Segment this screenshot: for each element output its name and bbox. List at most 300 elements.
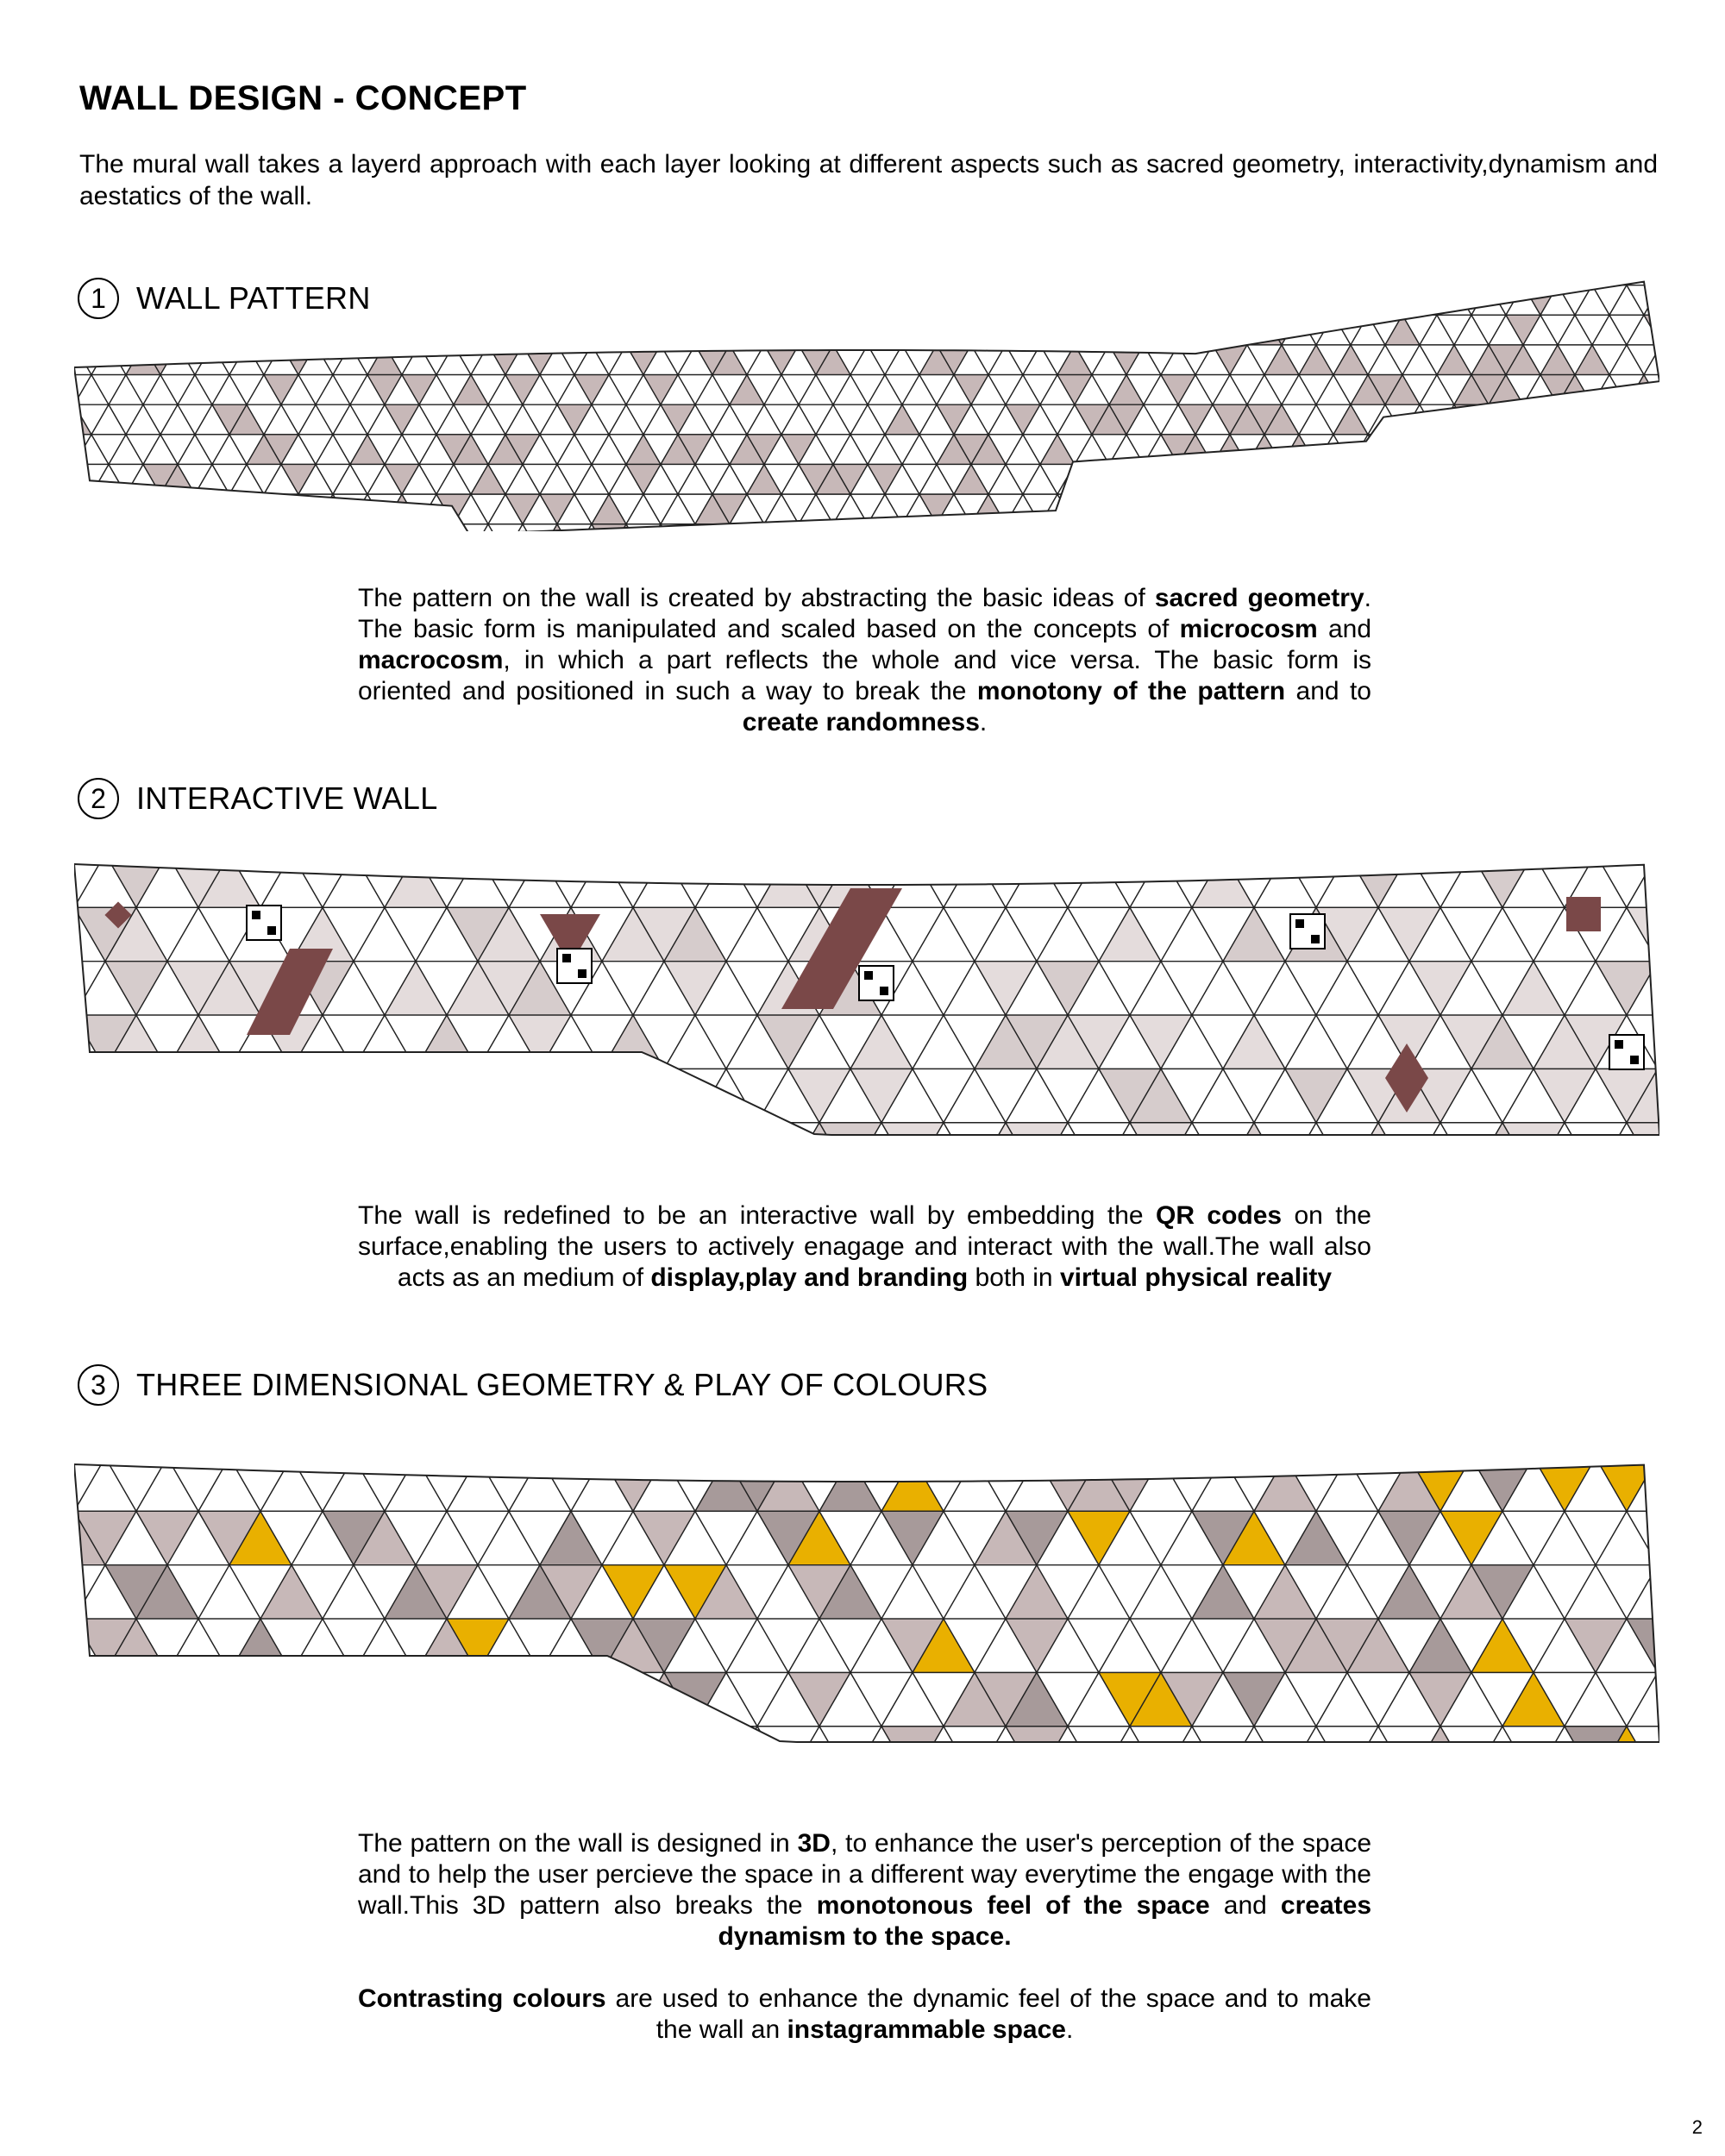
qr-code-icon xyxy=(578,969,586,978)
tile xyxy=(198,1069,260,1122)
tile xyxy=(726,1123,788,1147)
tile xyxy=(1161,494,1195,524)
tile xyxy=(126,285,160,316)
tile xyxy=(160,494,195,524)
tile xyxy=(1368,464,1402,494)
tile xyxy=(1316,464,1351,494)
tile xyxy=(1658,1565,1659,1619)
intro-text: The mural wall takes a layerd approach with each layer looking at different aspects such as sacred geometry, interactivity,dynamism and aestatics of the wall. xyxy=(79,150,1658,210)
tile xyxy=(91,255,126,285)
tile xyxy=(557,255,592,285)
tile xyxy=(1333,524,1368,531)
tile xyxy=(1040,524,1075,531)
tile xyxy=(109,315,143,345)
tile xyxy=(419,315,454,345)
tile xyxy=(126,345,160,375)
tile xyxy=(868,255,902,285)
tile xyxy=(902,255,937,285)
tile xyxy=(1247,524,1282,531)
tile xyxy=(316,524,350,531)
tile xyxy=(1471,435,1506,465)
tile xyxy=(350,524,385,531)
tile xyxy=(1213,255,1247,285)
tile xyxy=(416,1727,478,1751)
tile xyxy=(1644,494,1659,524)
tile xyxy=(661,255,695,285)
tile xyxy=(1592,404,1627,435)
tile xyxy=(229,1672,292,1726)
tile xyxy=(592,255,626,285)
tile xyxy=(1454,435,1489,465)
tile xyxy=(747,255,781,285)
tile xyxy=(1006,255,1040,285)
tile xyxy=(1658,1511,1659,1564)
tile xyxy=(757,1123,819,1147)
tile xyxy=(471,255,505,285)
tile xyxy=(1523,404,1558,435)
tile xyxy=(712,315,747,345)
tile xyxy=(281,285,316,316)
tile xyxy=(229,1727,292,1751)
tile xyxy=(1023,285,1057,316)
tile xyxy=(1144,315,1178,345)
tile xyxy=(1075,285,1109,316)
tile xyxy=(416,1672,478,1726)
tile xyxy=(1109,494,1144,524)
tile xyxy=(833,315,868,345)
tile xyxy=(354,1069,416,1122)
text-run: and to xyxy=(1285,677,1371,705)
highlighted-phrase: monotony of the pattern xyxy=(976,677,1286,705)
tile xyxy=(1506,464,1540,494)
tile xyxy=(1264,285,1299,316)
tile xyxy=(316,255,350,285)
tile xyxy=(509,1672,571,1726)
tile xyxy=(816,285,850,316)
tile xyxy=(178,524,212,531)
tile xyxy=(471,315,505,345)
tile xyxy=(1506,435,1540,465)
tile xyxy=(1075,524,1109,531)
tile xyxy=(571,854,633,907)
tile xyxy=(198,1123,260,1147)
tile xyxy=(730,315,764,345)
tile xyxy=(1126,285,1161,316)
tile xyxy=(1299,494,1333,524)
tile xyxy=(333,524,367,531)
tile xyxy=(781,285,816,316)
tile xyxy=(885,255,919,285)
tile xyxy=(247,524,281,531)
highlighted-phrase: instagrammable space xyxy=(787,2015,1066,2044)
tile xyxy=(661,315,695,345)
tile xyxy=(1385,435,1420,465)
tile xyxy=(126,255,160,285)
tile xyxy=(1368,435,1402,465)
tile xyxy=(229,345,264,375)
tile xyxy=(1565,1727,1627,1751)
tile xyxy=(799,285,833,316)
tile xyxy=(1092,255,1126,285)
tile xyxy=(1627,404,1659,435)
tile xyxy=(1299,435,1333,465)
tile xyxy=(695,1727,757,1751)
tile xyxy=(1644,524,1659,531)
tile xyxy=(1540,494,1575,524)
tile xyxy=(747,285,781,316)
tile xyxy=(229,1123,292,1147)
tile xyxy=(1658,1619,1659,1672)
tile xyxy=(385,285,419,316)
tile xyxy=(1644,255,1659,285)
tile xyxy=(695,285,730,316)
tile xyxy=(126,524,160,531)
tile xyxy=(1178,285,1213,316)
tile xyxy=(316,315,350,345)
tile xyxy=(323,1069,385,1122)
tile xyxy=(402,524,436,531)
tile xyxy=(471,285,505,316)
tile xyxy=(540,1123,602,1147)
tile xyxy=(819,1727,881,1751)
tile xyxy=(1130,1727,1192,1751)
tile xyxy=(1230,494,1264,524)
tile xyxy=(540,255,574,285)
tile xyxy=(944,854,1006,907)
tile xyxy=(1644,404,1659,435)
tile xyxy=(633,1727,695,1751)
tile xyxy=(367,524,402,531)
tile xyxy=(609,315,643,345)
tile xyxy=(540,285,574,316)
highlighted-phrase: macrocosm xyxy=(358,646,504,674)
tile xyxy=(1385,285,1420,316)
triangle-grid xyxy=(74,255,1659,531)
tile xyxy=(126,315,160,345)
tile xyxy=(937,285,971,316)
tile xyxy=(1351,524,1385,531)
tile xyxy=(74,1123,136,1147)
tile xyxy=(1658,962,1659,1015)
tile xyxy=(757,1727,819,1751)
section-number-badge: 2 xyxy=(78,778,119,819)
tile xyxy=(602,1069,664,1122)
tile xyxy=(1178,315,1213,345)
tile xyxy=(74,255,109,285)
tile xyxy=(454,255,488,285)
tile xyxy=(919,315,954,345)
tile xyxy=(385,255,419,285)
tile xyxy=(1230,315,1264,345)
tile xyxy=(354,1727,416,1751)
tile xyxy=(1523,524,1558,531)
tile xyxy=(1506,494,1540,524)
tile xyxy=(1609,435,1644,465)
tile xyxy=(1092,494,1126,524)
tile xyxy=(1351,255,1385,285)
tile xyxy=(954,524,988,531)
tile xyxy=(1420,494,1454,524)
tile xyxy=(264,315,298,345)
tile xyxy=(74,1727,136,1751)
tile xyxy=(1489,524,1523,531)
qr-code-icon xyxy=(1630,1056,1639,1064)
tile xyxy=(367,315,402,345)
tile xyxy=(74,1727,105,1751)
qr-code-icon xyxy=(562,954,571,962)
tile xyxy=(281,315,316,345)
tile xyxy=(557,315,592,345)
tile xyxy=(1592,464,1627,494)
tile xyxy=(1195,494,1230,524)
tile xyxy=(868,315,902,345)
tile xyxy=(1213,494,1247,524)
tile xyxy=(178,494,212,524)
tile xyxy=(323,1123,385,1147)
tile xyxy=(609,285,643,316)
tile xyxy=(781,255,816,285)
tile xyxy=(488,285,523,316)
tile xyxy=(260,1727,323,1751)
tile xyxy=(757,854,819,907)
tile xyxy=(505,315,540,345)
tile xyxy=(1247,464,1282,494)
tile xyxy=(1540,524,1575,531)
tile xyxy=(1609,255,1644,285)
section-header-3d-geometry xyxy=(78,1364,988,1406)
tile xyxy=(74,494,91,524)
tile xyxy=(74,1069,136,1122)
text-run: and xyxy=(1317,615,1371,643)
tile xyxy=(509,1123,571,1147)
tile xyxy=(1558,435,1592,465)
tile xyxy=(178,255,212,285)
tile xyxy=(333,315,367,345)
qr-code-icon xyxy=(864,971,873,980)
tile xyxy=(298,285,333,316)
tile xyxy=(419,524,454,531)
tile xyxy=(160,255,195,285)
tile xyxy=(1161,524,1195,531)
tile xyxy=(1109,315,1144,345)
tile xyxy=(1333,494,1368,524)
tile xyxy=(781,524,816,531)
tile xyxy=(1440,1727,1502,1751)
tile xyxy=(747,315,781,345)
tile xyxy=(633,854,695,907)
text-run: The wall is redefined to be an interactive wall by embedding the xyxy=(358,1201,1156,1230)
tile xyxy=(436,285,471,316)
tile xyxy=(1575,464,1609,494)
tile xyxy=(74,524,91,531)
tile xyxy=(799,315,833,345)
tile xyxy=(488,315,523,345)
tile xyxy=(971,255,1006,285)
tile xyxy=(626,315,661,345)
tile xyxy=(1057,315,1092,345)
tile xyxy=(1489,255,1523,285)
tile xyxy=(1523,435,1558,465)
tile xyxy=(367,255,402,285)
tile xyxy=(1092,315,1126,345)
tile xyxy=(1437,494,1471,524)
tile xyxy=(678,285,712,316)
tile xyxy=(1592,255,1627,285)
tile xyxy=(505,285,540,316)
tile xyxy=(1558,404,1592,435)
tile xyxy=(160,345,195,375)
tile xyxy=(730,524,764,531)
text-run: , to enhance the user's perception of the space and to help the user percieve the space in a different way everytime the engage with the wall.This 3D pattern also breaks the xyxy=(358,1829,1372,1920)
tile xyxy=(764,524,799,531)
tile xyxy=(816,315,850,345)
tile xyxy=(1282,285,1316,316)
tile xyxy=(678,255,712,285)
tile xyxy=(1368,524,1402,531)
tile xyxy=(1213,315,1247,345)
tile xyxy=(1023,315,1057,345)
tile xyxy=(1264,494,1299,524)
tile xyxy=(74,1069,105,1122)
tile xyxy=(850,285,885,316)
tile xyxy=(1437,524,1471,531)
tile xyxy=(1523,255,1558,285)
tile xyxy=(816,255,850,285)
tile xyxy=(833,255,868,285)
tile xyxy=(91,345,126,375)
tile xyxy=(195,524,229,531)
page-title: WALL DESIGN - CONCEPT xyxy=(79,79,527,117)
tile xyxy=(1506,524,1540,531)
tile xyxy=(416,1123,478,1147)
tile xyxy=(919,255,954,285)
tile xyxy=(74,255,91,285)
tile xyxy=(1385,524,1420,531)
tile xyxy=(1126,524,1161,531)
tile xyxy=(902,315,937,345)
text-run: on the surface,enabling the users to actively enagage and interact with the wall.The wall also acts as an medium of xyxy=(358,1201,1371,1292)
qr-code-icon xyxy=(1615,1040,1623,1049)
tile xyxy=(1126,255,1161,285)
tile xyxy=(1627,435,1659,465)
tile xyxy=(195,315,229,345)
tile xyxy=(109,494,143,524)
tile xyxy=(523,285,557,316)
tile xyxy=(1144,285,1178,316)
text-run: . xyxy=(979,708,988,736)
qr-code-icon xyxy=(1295,919,1304,928)
tile xyxy=(833,285,868,316)
tile xyxy=(1299,255,1333,285)
tile xyxy=(143,494,178,524)
tile xyxy=(402,285,436,316)
tile xyxy=(260,1123,323,1147)
tile xyxy=(571,1727,633,1751)
tile xyxy=(574,255,609,285)
tile xyxy=(229,494,264,524)
tile xyxy=(212,255,247,285)
tile xyxy=(1627,255,1659,285)
tile xyxy=(1282,255,1316,285)
tile xyxy=(1454,494,1489,524)
tile xyxy=(1437,435,1471,465)
tile xyxy=(1316,494,1351,524)
tile xyxy=(1230,524,1264,531)
tile xyxy=(1558,524,1592,531)
highlighted-phrase: microcosm xyxy=(1179,615,1318,643)
tile xyxy=(1351,464,1385,494)
tile xyxy=(1385,255,1420,285)
tile xyxy=(850,315,885,345)
tile xyxy=(1627,494,1659,524)
tile xyxy=(1333,285,1368,316)
tile xyxy=(1023,255,1057,285)
tile xyxy=(1254,1727,1316,1751)
tile xyxy=(264,255,298,285)
tile xyxy=(281,524,316,531)
highlighted-phrase: virtual physical reality xyxy=(1059,1263,1333,1292)
tile xyxy=(91,524,126,531)
tile xyxy=(1402,255,1437,285)
tile xyxy=(1402,524,1437,531)
tile xyxy=(1006,285,1040,316)
tile xyxy=(195,345,229,375)
tile xyxy=(1471,464,1506,494)
tile xyxy=(402,494,436,524)
tile xyxy=(1471,494,1506,524)
tile xyxy=(1195,255,1230,285)
tile xyxy=(1523,464,1558,494)
tile xyxy=(730,285,764,316)
colours-paragraph xyxy=(358,1984,1371,2046)
tile xyxy=(1195,524,1230,531)
tile xyxy=(1126,494,1161,524)
tile xyxy=(557,285,592,316)
tile xyxy=(91,315,126,345)
tile xyxy=(868,285,902,316)
tile xyxy=(160,315,195,345)
tile xyxy=(1402,464,1437,494)
tile xyxy=(1489,494,1523,524)
text-run: The pattern on the wall is created by abstracting the basic ideas of xyxy=(358,584,1155,612)
tile xyxy=(643,315,678,345)
qr-code-icon xyxy=(252,911,260,919)
tile xyxy=(1247,494,1282,524)
tile xyxy=(592,285,626,316)
tile xyxy=(1006,315,1040,345)
tile xyxy=(937,315,971,345)
text-run: both in xyxy=(968,1263,1060,1292)
tile xyxy=(454,315,488,345)
tile xyxy=(574,285,609,316)
tile xyxy=(509,1727,571,1751)
tile xyxy=(281,255,316,285)
tile xyxy=(1592,524,1627,531)
tile xyxy=(74,1123,105,1147)
interactive-wall-drawing xyxy=(74,854,1659,1147)
tile xyxy=(74,1672,105,1726)
tile xyxy=(1437,464,1471,494)
tile xyxy=(1282,464,1316,494)
tile xyxy=(664,1123,726,1147)
tile xyxy=(367,285,402,316)
tile xyxy=(1057,524,1092,531)
section-title: WALL PATTERN xyxy=(136,280,371,316)
tile xyxy=(626,285,661,316)
tile xyxy=(91,494,126,524)
tile xyxy=(260,1672,323,1726)
tile xyxy=(1385,464,1420,494)
